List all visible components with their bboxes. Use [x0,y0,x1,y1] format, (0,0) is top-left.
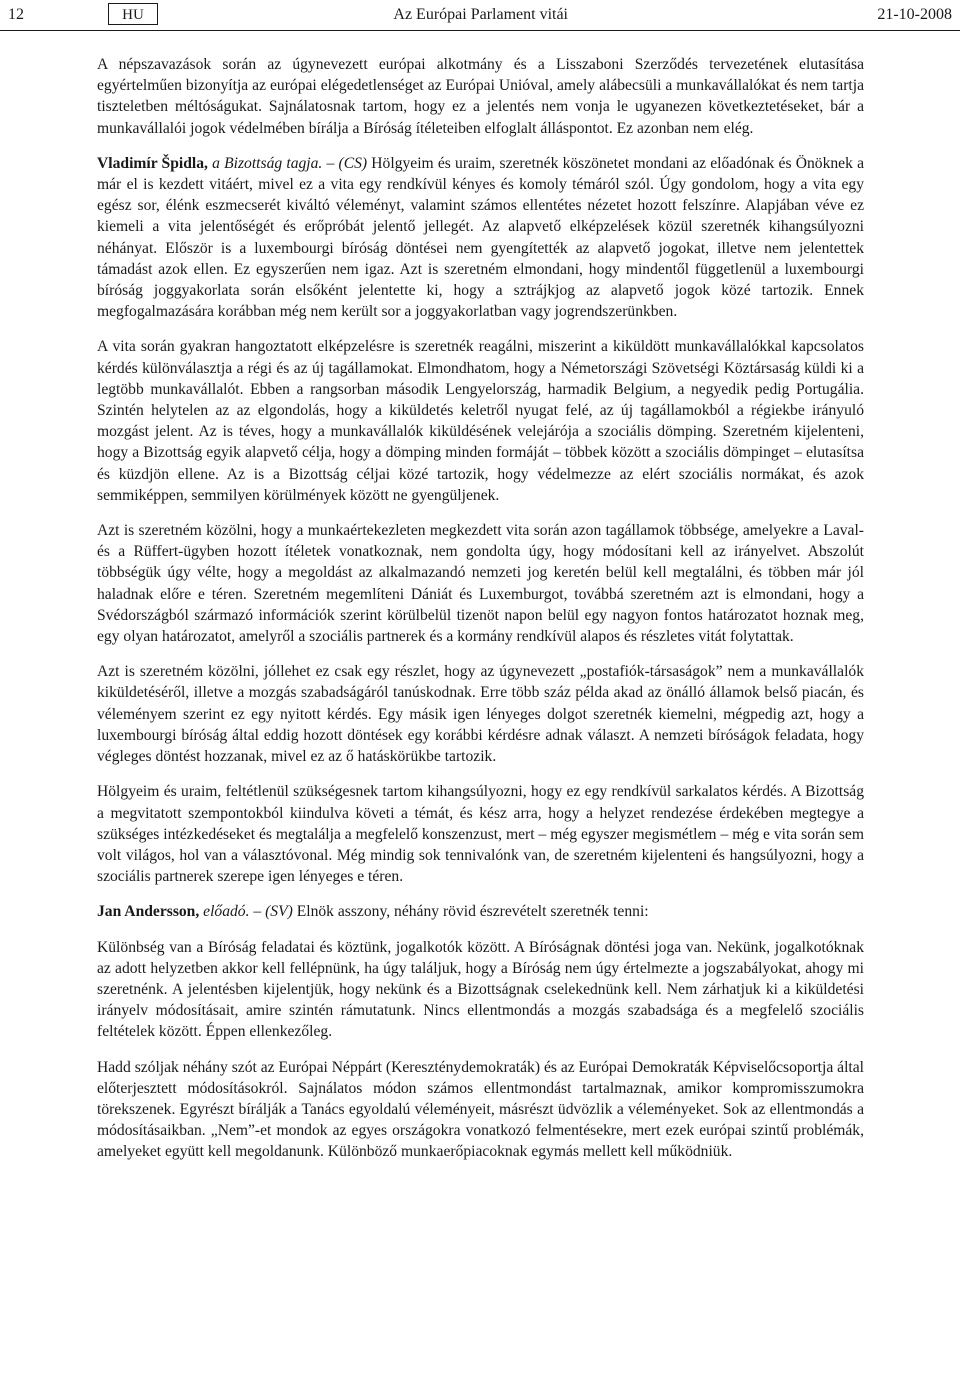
paragraph-text: Különbség van a Bíróság feladatai és köztünk, jogalkotók között. A Bíróságnak döntési joga van. Nekünk, jogalkotóknak az adott helyzetben akkor kell fellépnünk, ha úgy találjuk, hogy a Bíróság nem úgy értelmezte a jogszabályokat, ahogy mi szeretnénk. A jelentésben kijelentjük, hogy nekünk és a Bizottságnak cselekednünk kell. Nem zárhatjuk ki a kiküldetési irányelv módosításait, amire szintén rámutatunk. Nincs ellentmondás a mozgás szabadsága és a megfelelő szociális feltételek között. Éppen ellenkezőleg. [97,938,864,1041]
paragraph-text: Hölgyeim és uraim, szeretnék köszönetet mondani az előadónak és Önöknek a már el is kezdett vitáért, mivel ez a vita egy rendkívül kényes és komoly témáról szól. Úgy gondolom, hogy a vita egy egész sor, élénk eszmecserét kiváltó véleményt, valamint számos ellentétes nézetet hozott felszínre. Alapjában véve ez kiemeli a vita jelentőségét és erőpróbát jelentő jellegét. Az alapvető elképzelések közül szeretnék kihangsúlyozni néhányat. Először is a luxembourgi bíróság döntései nem gyengítették az alapvető jogokat, illetve nem jelentettek támadást azok ellen. Ez egyszerűen nem igaz. Azt is szeretném elmondani, hogy mindentől függetlenül a luxembourgi bíróság joggyakorlata során elsőként jelentette ki, hogy a sztrájkjog az alapvető jogok közé tartozik. Ennek megfogalmazására korábban még nem került sor a joggyakorlatban vagy jogrendszerünkben. [97,154,864,321]
paragraph-speaker-andersson [97,901,864,922]
paragraph-text: Azt is szeretném közölni, jóllehet ez csak egy részlet, hogy az úgynevezett „postafiók-társaságok” nem a munkavállalók kiküldetéséről, illetve a mozgás szabadságáról tanúskodnak. Erre több száz példa akad az önálló államok belső piacán, és véleményem szerint ez egy nyitott kérdés. Egy másik igen lényeges dolgot szeretnék kiemelni, mégpedig azt, hogy a luxembourgi bíróság által eddig hozott döntések egy korábbi kérdésre adnak választ. A nemzeti bíróságok feladata, hogy végleges döntést hozzanak, mivel ez az ő hatáskörükbe tartozik. [97,663,864,766]
paragraph-text: Elnök asszony, néhány rövid észrevételt szeretnék tenni: [296,903,649,921]
paragraph-speaker-spidla [97,153,864,323]
paragraph [97,781,864,887]
speaker-name: Jan Andersson, [97,903,200,921]
speaker-language: – (SV) [249,903,297,921]
header-divider [0,30,960,31]
document-title: Az Európai Parlament vitái [393,6,568,23]
document-date: 21-10-2008 [877,6,952,23]
paragraph [97,336,864,506]
speaker-role: a Bizottság tagja. [207,154,323,172]
language-code-box: HU [108,3,158,25]
paragraph-text: A vita során gyakran hangoztatott elképzelésre is szeretnék reagálni, miszerint a kiküldött munkavállalókkal kapcsolatos kérdés különválasztja a régi és az új tagállamokat. Elmondhatom, hogy a Németországi Szövetségi Köztársaság küldi ki a legtöbb munkavállalót. Ebben a rangsorban második Lengyelország, harmadik Belgium, a negyedik pedig Portugália. Szintén helytelen az az elgondolás, hogy a kiküldetés keletről nyugat felé, az új tagállamokból a régiekbe irányuló mozgást jelent. Az is téves, hogy a munkavállalók kiküldésének velejárója a szociális dömping. Szeretném kijelenteni, hogy a Bizottság egyik alapvető célja, hogy a dömping minden formáját – többek között a szociális dömpinget – elutasítsa és küzdjön ellene. Az is a Bizottság céljai közé tartozik, hogy védelmezze az elért szociális normákat, és azok semmiképpen, semmilyen körülmények között ne gyengüljenek. [97,338,864,504]
debate-text [97,54,864,1177]
paragraph [97,661,864,767]
speaker-name: Vladimír Špidla, [97,154,208,172]
paragraph [97,937,864,1043]
speaker-language: – (CS) [322,154,372,172]
page-number: 12 [8,6,24,23]
speaker-role: előadó. [199,903,250,921]
paragraph-text: Azt is szeretném közölni, hogy a munkaértekezleten megkezdett vita során azon tagállamok többsége, amelyekre a Laval- és a Rüffert-ügyben hozott ítéletek vonatkoznak, nem gondolta úgy, hogy módosítani kell az irányelvet. Abszolút többségük úgy vélte, hogy a megoldást az alkalmazandó nemzeti jog keretén belül kell megtalálni, és többen már jól haladnak előre e téren. Szeretném megemlíteni Dániát és Luxemburgot, továbbá szeretném azt is elmondani, hogy a Svédországból származó információk szerint körülbelül tizenöt napon belül egy nagyon fontos határozatot hoznak meg, egy olyan határozatot, amelyről a szociális partnerek és a kormány rendkívül alapos és részletes vitát folytattak. [97,522,864,646]
paragraph [97,54,864,139]
paragraph-text: A népszavazások során az úgynevezett európai alkotmány és a Lisszaboni Szerződés tervezetének elutasítása egyértelműen bizonyítja az európai elégedetlenséget az Európai Unióval, amely alábecsüli a munkavállalókat és nem tartja tiszteletben méltóságukat. Sajnálatosnak tartom, hogy ez a jelentés nem vonja le ugyanezen következtetéseket, bár a munkavállalói jogok védelmében bírálja a Bíróság ítéleteiben elfoglalt álláspontot. Ez azonban nem elég. [97,56,864,137]
page-header [0,0,960,32]
paragraph-text: Hadd szóljak néhány szót az Európai Néppárt (Kereszténydemokraták) és az Európai Demokraták Képviselőcsoportja által előterjesztett módosításokról. Sajnálatos módon számos ellentmondást tartalmaznak, amikor kompromisszumokra törekszenek. Egyrészt bírálják a Tanács egyoldalú véleményeit, másrészt üdvözlik a véleményeket. Sok az ellentmondás a módosításaikban. „Nem”-et mondok az egyes országokra vonatkozó felmentésekre, mert ezek európai szintű problémák, amelyeket együtt kell megoldanunk. Különböző munkaerőpiacoknak egymás mellett kell működniük. [97,1058,864,1161]
paragraph-text: Hölgyeim és uraim, feltétlenül szükségesnek tartom kihangsúlyozni, hogy ez egy rendkívül sarkalatos kérdés. A Bizottság a megvitatott szempontokból kiindulva követi a témát, és kész arra, hogy a helyzet rendezése érdekében megtegye a szükséges intézkedéseket és megtalálja a megfelelő konszenzust, mert – még egyszer megismétlem – még e vita során sem volt világos, hol van a választóvonal. Még mindig sok tennivalónk van, de szeretném kijelenteni és hangsúlyozni, hogy a szociális partnerek szerepe igen lényeges e téren. [97,783,864,886]
paragraph [97,520,864,647]
paragraph [97,1057,864,1163]
